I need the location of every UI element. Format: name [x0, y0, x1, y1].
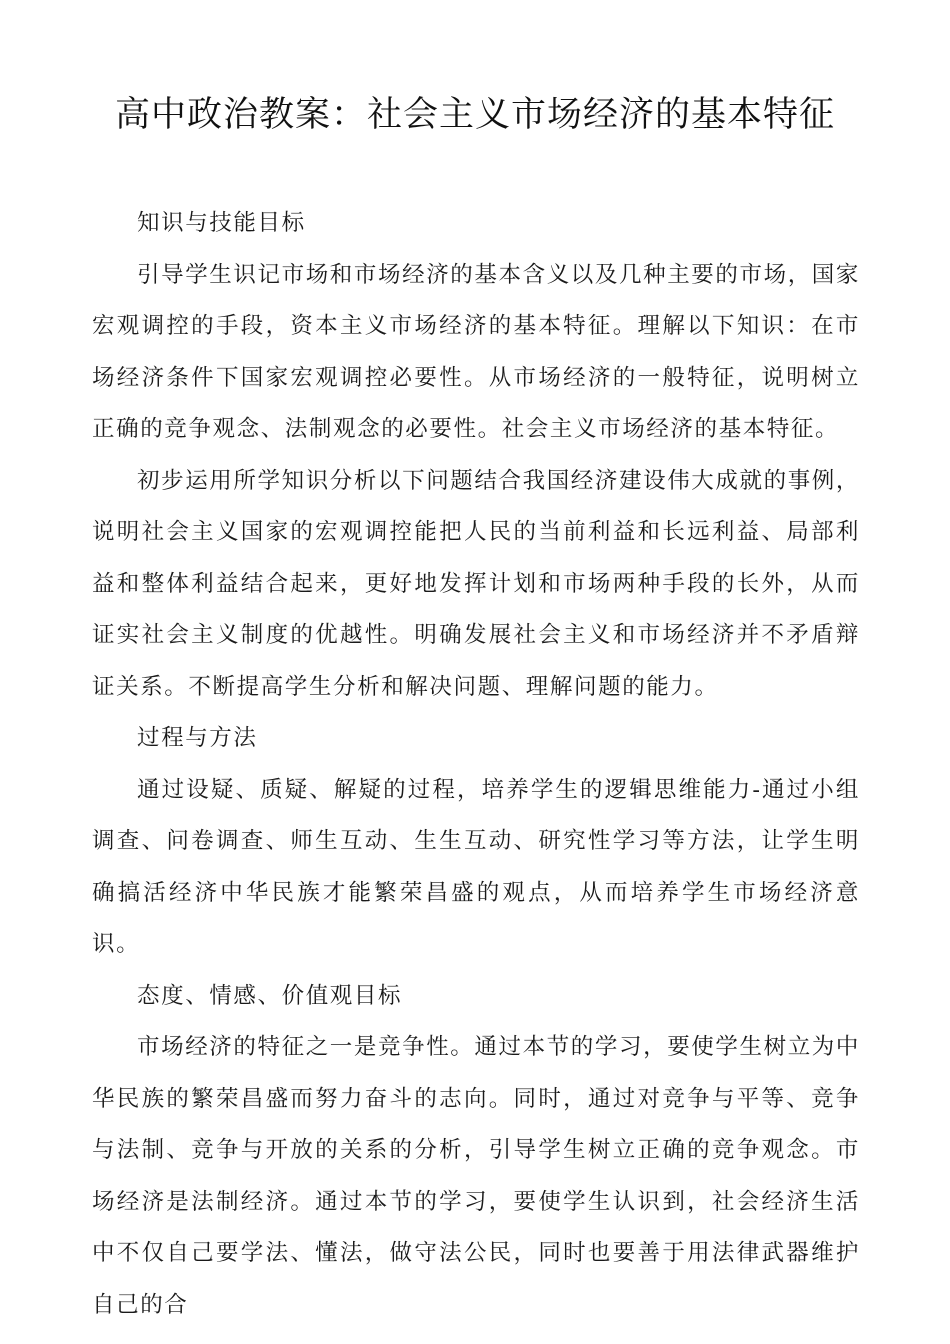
- section-heading-process-methods: 过程与方法: [137, 725, 258, 751]
- paragraph-knowledge-1: 引导学生识记市场和市场经济的基本含义以及几种主要的市场，国家宏观调控的手段，资本主义市场经济的基本特征。理解以下知识：在市场经济条件下国家宏观调控必要性。从市场经济的一般特征，说明树立正确的竞争观念、法制观念的必要性。社会主义市场经济的基本特征。: [92, 261, 861, 442]
- paragraph-attitude-1: 市场经济的特征之一是竞争性。通过本节的学习，要使学生树立为中华民族的繁荣昌盛而努力奋斗的志向。同时，通过对竞争与平等、竞争与法制、竞争与开放的关系的分析，引导学生树立正确的竞争观念。市场经济是法制经济。通过本节的学习，要使学生认识到，社会经济生活中不仅自己要学法、懂法，做守法公民，同时也要善于用法律武器维护自己的合: [92, 1034, 861, 1318]
- paragraph-process-1: 通过设疑、质疑、解疑的过程，培养学生的逻辑思维能力-通过小组调查、问卷调查、师生互动、生生互动、研究性学习等方法，让学生明确搞活经济中华民族才能繁荣昌盛的观点，从而培养学生市场经济意识。: [92, 776, 860, 957]
- paragraph-knowledge-2: 初步运用所学知识分析以下问题结合我国经济建设伟大成就的事例，说明社会主义国家的宏观调控能把人民的当前利益和长远利益、局部利益和整体利益结合起来，更好地发挥计划和市场两种手段的长外，从而证实社会主义制度的优越性。明确发展社会主义和市场经济并不矛盾辩证关系。不断提高学生分析和解决问题、理解问题的能力。: [92, 467, 861, 700]
- document-body: [92, 198, 860, 1331]
- section-heading-attitude-values: 态度、情感、价值观目标: [137, 982, 403, 1009]
- section-heading-knowledge-skills: 知识与技能目标: [137, 210, 306, 236]
- document-title: 高中政治教案：社会主义市场经济的基本特征: [114, 95, 835, 135]
